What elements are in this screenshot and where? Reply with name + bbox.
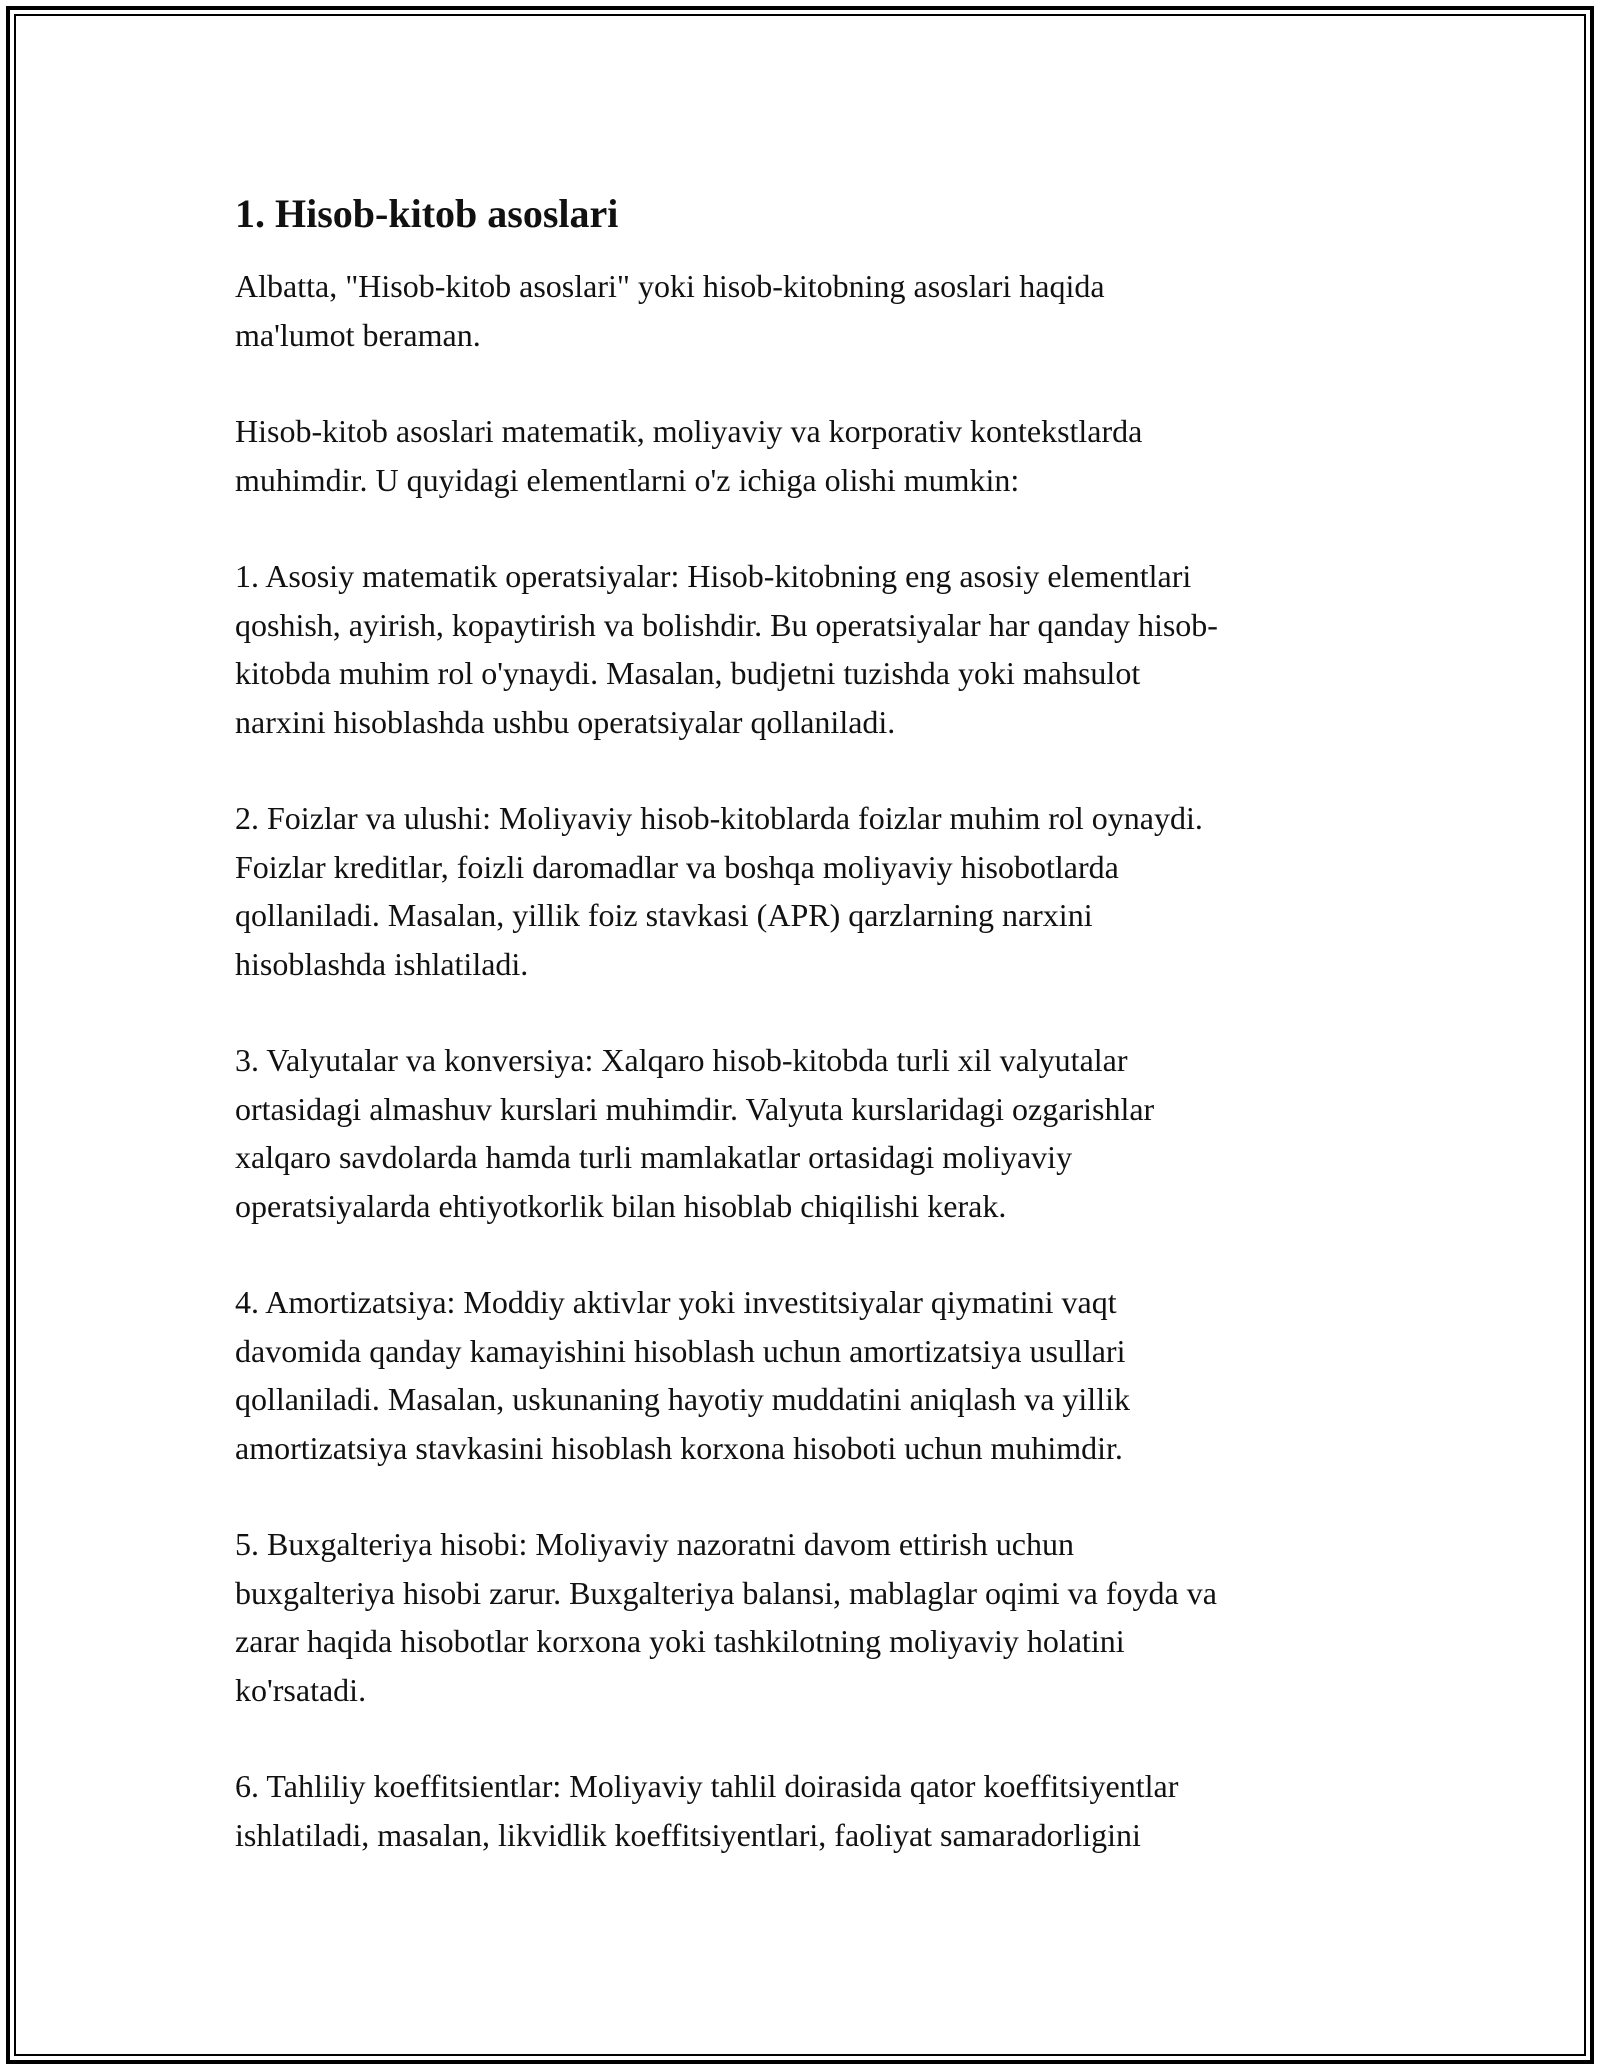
paragraph-item-4: 4. Amortizatsiya: Moddiy aktivlar yoki investitsiyalar qiymatini vaqt davomida qanday kamayishini hisoblash uchun amortizatsiya usullari qollaniladi. Masalan, uskunaning hayotiy muddatini aniqlash va yillik amortizatsiya stavkasini hisoblash korxona hisoboti uchun muhimdir.: [235, 1284, 1130, 1466]
paragraph-item-5: 5. Buxgalteriya hisobi: Moliyaviy nazoratni davom ettirish uchun buxgalteriya hisobi zarur. Buxgalteriya balansi, mablaglar oqimi va foyda va zarar haqida hisobotlar korxona yoki tashkilotning moliyaviy holatini ko'rsatadi.: [235, 1526, 1217, 1708]
paragraph-item-1: 1. Asosiy matematik operatsiyalar: Hisob-kitobning eng asosiy elementlari qoshish, ayirish, kopaytirish va bolishdir. Bu operatsiyalar har qanday hisob- kitobda muhim rol o'ynaydi. Masalan, budjetni tuzishda yoki mahsulot narxini hisoblashda ushbu operatsiyalar qollaniladi.: [235, 558, 1218, 740]
document-body: [235, 186, 1385, 1907]
paragraph-item-3: 3. Valyutalar va konversiya: Xalqaro hisob-kitobda turli xil valyutalar ortasidagi almashuv kurslari muhimdir. Valyuta kurslaridagi ozgarishlar xalqaro savdolarda hamda turli mamlakatlar ortasidagi moliyaviy operatsiyalarda ehtiyotkorlik bilan hisoblab chiqilishi kerak.: [235, 1042, 1155, 1224]
paragraph-item-2: 2. Foizlar va ulushi: Moliyaviy hisob-kitoblarda foizlar muhim rol oynaydi. Foizlar kreditlar, foizli daromadlar va boshqa moliyaviy hisobotlarda qollaniladi. Masalan, yillik foiz stavkasi (APR) qarzlarning narxini hisoblashda ishlatiladi.: [235, 800, 1203, 982]
paragraph-overview: Hisob-kitob asoslari matematik, moliyaviy va korporativ kontekstlarda muhimdir. U quyidagi elementlarni o'z ichiga olishi mumkin:: [235, 413, 1143, 498]
paragraph-intro: Albatta, "Hisob-kitob asoslari" yoki hisob-kitobning asoslari haqida ma'lumot beraman.: [235, 268, 1105, 353]
document-title: 1. Hisob-kitob asoslari: [235, 191, 619, 236]
paragraph-item-6: 6. Tahliliy koeffitsientlar: Moliyaviy tahlil doirasida qator koeffitsiyentlar ishlatiladi, masalan, likvidlik koeffitsiyentlari, faoliyat samaradorligini: [235, 1768, 1179, 1853]
